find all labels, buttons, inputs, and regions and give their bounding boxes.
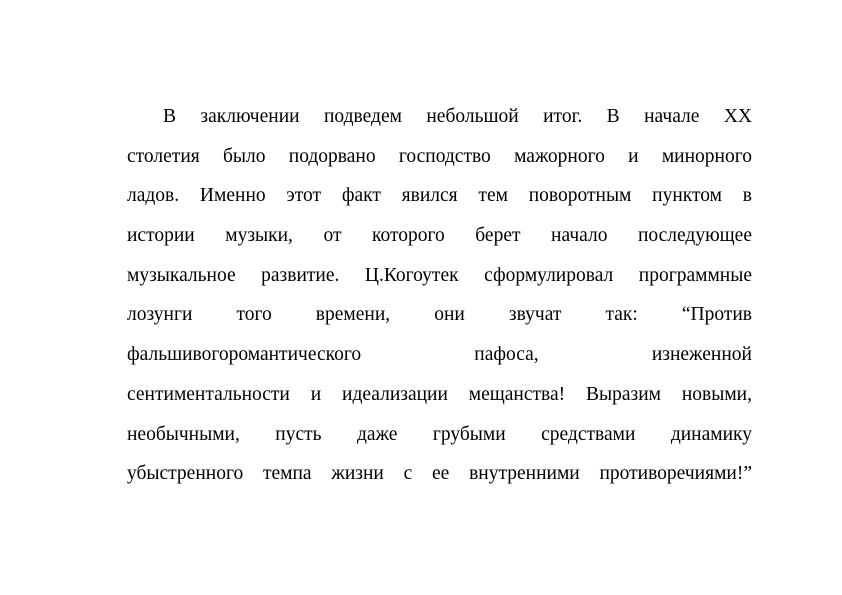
paragraph-line: столетия было подорвано господство мажорного и минорного xyxy=(127,145,752,167)
paragraph-line: необычными, пусть даже грубыми средствами динамику xyxy=(127,423,752,445)
paragraph-line: убыстренного темпа жизни с ее внутренними противоречиями!” xyxy=(127,463,752,485)
paragraph-line: музыкальное развитие. Ц.Когоутек сформулировал программные xyxy=(127,264,752,286)
paragraph-line: лозунги того времени, они звучат так: “Против xyxy=(127,304,752,326)
paragraph-line: В заключении подведем небольшой итог. В начале XX xyxy=(163,106,752,127)
paragraph xyxy=(127,97,752,494)
paragraph-line: ладов. Именно этот факт явился тем поворотным пунктом в xyxy=(127,185,752,207)
paragraph-line: истории музыки, от которого берет начало последующее xyxy=(127,225,752,247)
paragraph-line: фальшивогоромантического пафоса, изнеженной xyxy=(127,344,752,366)
paragraph-line: сентиментальности и идеализации мещанства! Выразим новыми, xyxy=(127,383,752,405)
